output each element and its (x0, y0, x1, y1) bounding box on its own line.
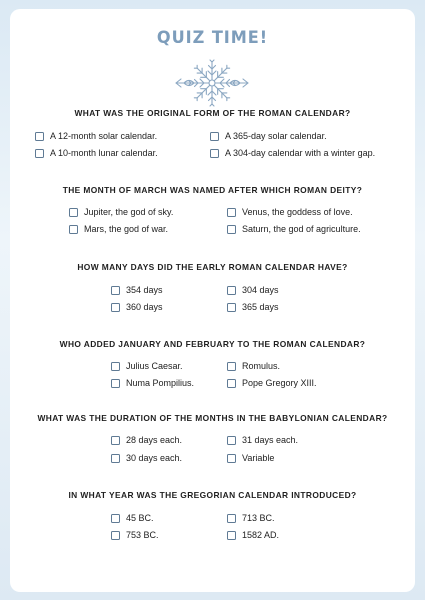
checkbox-icon[interactable] (227, 286, 236, 295)
checkbox-icon[interactable] (227, 531, 236, 540)
question-1: WHAT WAS THE ORIGINAL FORM OF THE ROMAN CALENDAR? (74, 108, 351, 118)
q6-option-4[interactable]: 1582 AD. (227, 530, 279, 540)
question-3: HOW MANY DAYS DID THE EARLY ROMAN CALENDAR HAVE? (77, 262, 348, 272)
q1-option-3[interactable]: A 10-month lunar calendar. (35, 148, 158, 158)
checkbox-icon[interactable] (111, 303, 120, 312)
q2-option-4[interactable]: Saturn, the god of agriculture. (227, 224, 361, 234)
q5-option-2[interactable]: 31 days each. (227, 435, 298, 445)
checkbox-icon[interactable] (111, 531, 120, 540)
checkbox-icon[interactable] (111, 436, 120, 445)
q6-option-2[interactable]: 713 BC. (227, 513, 275, 523)
checkbox-icon[interactable] (227, 379, 236, 388)
q3-option-1[interactable]: 354 days (111, 285, 163, 295)
checkbox-icon[interactable] (227, 514, 236, 523)
q3-option-3[interactable]: 360 days (111, 302, 163, 312)
question-5: WHAT WAS THE DURATION OF THE MONTHS IN THE BABYLONIAN CALENDAR? (37, 413, 388, 423)
q4-option-3[interactable]: Numa Pompilius. (111, 378, 194, 388)
checkbox-icon[interactable] (227, 303, 236, 312)
q4-option-4[interactable]: Pope Gregory XIII. (227, 378, 317, 388)
q2-option-2[interactable]: Venus, the goddess of love. (227, 207, 353, 217)
checkbox-icon[interactable] (111, 362, 120, 371)
question-2: THE MONTH OF MARCH WAS NAMED AFTER WHICH ROMAN DEITY? (62, 185, 363, 195)
checkbox-icon[interactable] (227, 454, 236, 463)
checkbox-icon[interactable] (210, 149, 219, 158)
checkbox-icon[interactable] (35, 132, 44, 141)
q5-option-4[interactable]: Variable (227, 453, 274, 463)
checkbox-icon[interactable] (69, 225, 78, 234)
q5-option-1[interactable]: 28 days each. (111, 435, 182, 445)
q6-option-1[interactable]: 45 BC. (111, 513, 154, 523)
q1-option-1[interactable]: A 12-month solar calendar. (35, 131, 157, 141)
checkbox-icon[interactable] (35, 149, 44, 158)
checkbox-icon[interactable] (111, 379, 120, 388)
q3-option-2[interactable]: 304 days (227, 285, 279, 295)
checkbox-icon[interactable] (227, 208, 236, 217)
q3-option-4[interactable]: 365 days (227, 302, 279, 312)
quiz-sheet (10, 9, 415, 592)
question-6: IN WHAT YEAR WAS THE GREGORIAN CALENDAR INTRODUCED? (68, 490, 357, 500)
q5-option-3[interactable]: 30 days each. (111, 453, 182, 463)
page-title: QUIZ TIME! (156, 28, 269, 48)
q1-option-2[interactable]: A 365-day solar calendar. (210, 131, 327, 141)
checkbox-icon[interactable] (111, 514, 120, 523)
q4-option-1[interactable]: Julius Caesar. (111, 361, 183, 371)
q1-option-4[interactable]: A 304-day calendar with a winter gap. (210, 148, 375, 158)
q2-option-1[interactable]: Jupiter, the god of sky. (69, 207, 173, 217)
checkbox-icon[interactable] (227, 362, 236, 371)
question-4: WHO ADDED JANUARY AND FEBRUARY TO THE ROMAN CALENDAR? (59, 339, 366, 349)
checkbox-icon[interactable] (111, 286, 120, 295)
checkbox-icon[interactable] (111, 454, 120, 463)
checkbox-icon[interactable] (227, 225, 236, 234)
checkbox-icon[interactable] (227, 436, 236, 445)
checkbox-icon[interactable] (69, 208, 78, 217)
q2-option-3[interactable]: Mars, the god of war. (69, 224, 168, 234)
q4-option-2[interactable]: Romulus. (227, 361, 280, 371)
snowflake-ornament-icon (172, 55, 252, 107)
q6-option-3[interactable]: 753 BC. (111, 530, 159, 540)
checkbox-icon[interactable] (210, 132, 219, 141)
